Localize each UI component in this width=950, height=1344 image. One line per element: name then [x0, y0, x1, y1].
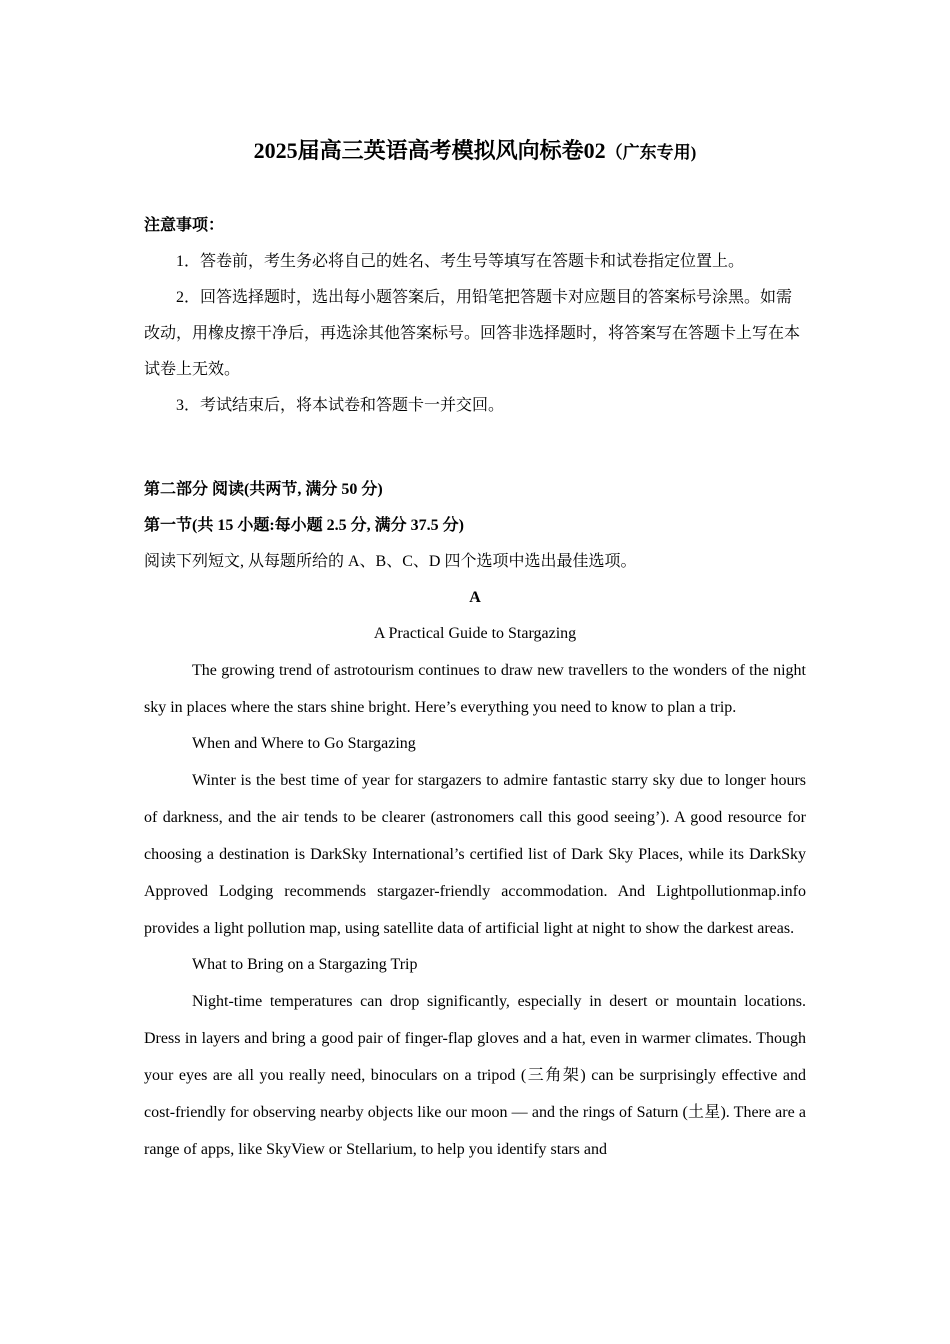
- title-sub: （广东专用): [605, 143, 697, 162]
- title-main: 2025届高三英语高考模拟风向标卷02: [253, 138, 606, 163]
- passage-label: A: [469, 589, 481, 606]
- passage-para-winter: Winter is the best time of year for stargazers to admire fantastic starry sky due to longer hours of darkness, and the air tends to be clearer (astronomers call this good seeing’). A good resource for choosing a destination is DarkSky International’s certified list of Dark Sky Places, while its DarkSky Approved Lodging recommends stargazer-friendly accommodation. And Lightpollutionmap.info provides a light pollution map, using satellite data of artificial light at night to show the darkest areas.: [144, 772, 806, 937]
- passage-heading-what-to-bring: What to Bring on a Stargazing Trip: [192, 956, 418, 973]
- instruction-text: 阅读下列短文, 从每题所给的 A、B、C、D 四个选项中选出最佳选项。: [144, 553, 637, 570]
- section-part-heading: 第二部分 阅读(共两节, 满分 50 分): [144, 481, 383, 498]
- notice-item-1: 1．答卷前，考生务必将自己的姓名、考生号等填写在答题卡和试卷指定位置上。: [176, 253, 745, 270]
- page-title: [0, 136, 950, 168]
- passage-title: A Practical Guide to Stargazing: [373, 625, 577, 642]
- notice-heading: 注意事项：: [144, 217, 225, 234]
- notice-item-2: 2．回答选择题时，选出每小题答案后，用铅笔把答题卡对应题目的答案标号涂黑。如需改动，用橡皮擦干净后，再选涂其他答案标号。回答非选择题时，将答案写在答题卡上写在本试卷上无效。: [144, 289, 801, 378]
- document-body: [144, 208, 806, 1168]
- spacer: [144, 424, 806, 472]
- passage-intro: The growing trend of astrotourism continues to draw new travellers to the wonders of the night sky in places where the stars shine bright. Here’s everything you need to know to plan a trip.: [144, 662, 806, 716]
- passage-para-night: Night-time temperatures can drop significantly, especially in desert or mountain locations. Dress in layers and bring a good pair of finger-flap gloves and a hat, even in warmer climates. Though your eyes are all you really need, binoculars on a tripod (三角架) can be surprisingly effective and cost-friendly for observing nearby objects like our moon — and the rings of Saturn (土星). There are a range of apps, like SkyView or Stellarium, to help you identify stars and: [144, 993, 806, 1158]
- notice-item-3: 3．考试结束后，将本试卷和答题卡一并交回。: [176, 397, 505, 414]
- passage-heading-when-where: When and Where to Go Stargazing: [192, 735, 416, 752]
- subsection-heading: 第一节(共 15 小题:每小题 2.5 分, 满分 37.5 分): [144, 517, 464, 534]
